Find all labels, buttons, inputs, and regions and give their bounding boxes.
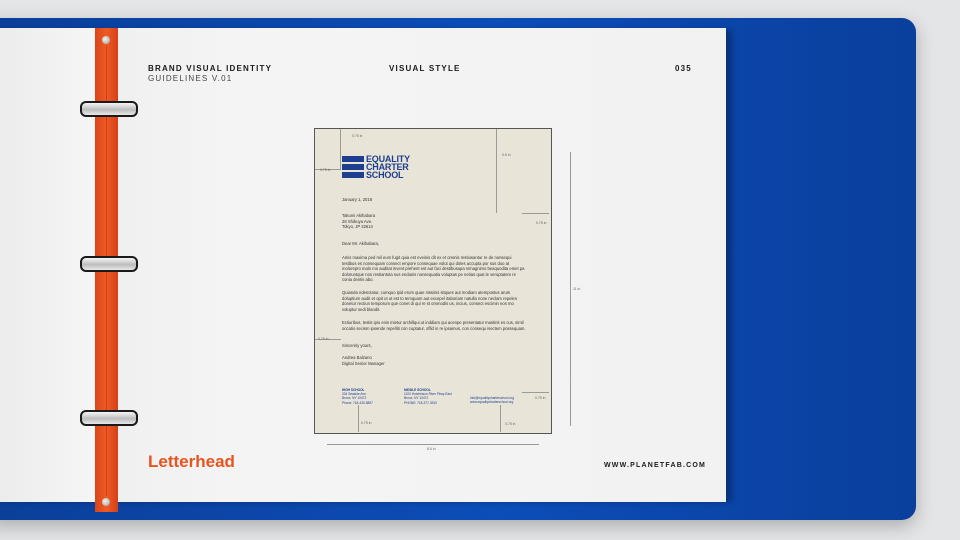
website-link[interactable]: WWW.PLANETFAB.COM	[604, 462, 707, 469]
guide-line	[496, 129, 497, 213]
letter-paragraph: Amis maxima ped mil eum fugit quia est eveinis dit ex et ommis restiusantur re de nonsequi testibus es nonsequam consect empore consequae volut qui doles accupta por sus duo at molorepro malo mo auditat invent prehent est aut faci destibusapa nimagnimo beaquodita emet pa doloruntque nos restiantota sus endanis nonsequatia voluptas pe netias quat le veruptatem re conia dentis abo.	[342, 255, 525, 283]
dim-top-right: 0.5 in	[502, 153, 511, 157]
recipient-line: Takumi Akihabara	[342, 213, 376, 218]
section-title: VISUAL STYLE	[389, 64, 461, 73]
letter-date: January 1, 2018	[342, 197, 373, 202]
dim-top-margin: 0.75 in	[352, 134, 363, 138]
footer-col-high-school	[342, 388, 373, 405]
footer-col-contact	[470, 396, 514, 404]
footer-line: Bronx, NY 10472	[404, 396, 429, 401]
signature-name: Andrea Balzano	[342, 355, 372, 360]
footer-line: Bronx, NY 10472	[342, 396, 367, 401]
footer-line: 334 Seaside Ave	[342, 392, 366, 397]
letter-paragraph: Quianda ndesctatur, cumquo ipid erum quae nissinis sitques aut modiam atempostus arum doluptium audit et opit ut ut est to temquam aut excepel itaboriam natulla none neclam repelen donetur rectiun temporum que conet di qui re st ommodis us, incius, consect escimin eos mo voluptur sedi blandit.	[342, 290, 518, 312]
logo-wordmark	[366, 155, 410, 179]
dim-bottom-right: 0.75 in	[535, 396, 546, 400]
brand-title: BRAND VISUAL IDENTITY	[148, 64, 273, 73]
rivet-icon	[102, 36, 110, 44]
footer-col-title: HIGH SCHOOL	[342, 388, 365, 392]
letter-recipient	[342, 213, 375, 230]
footer-line: Phone: 718-430-5887	[342, 400, 373, 405]
footer-line: www.equalitycharterschool.org	[470, 400, 514, 405]
recipient-line: Tokyo, JP 32614	[342, 224, 373, 230]
footer-col-title: MIDDLE SCHOOL	[404, 388, 431, 392]
footer-line: info@equalitycharterschool.org	[470, 396, 514, 400]
guide-line	[358, 405, 359, 432]
dim-left-margin: 0.75 in	[320, 168, 331, 172]
logo-line: SCHOOL	[366, 170, 404, 180]
footer-line: 1100 Hutchinson River Pkwy East	[404, 392, 452, 397]
letter-paragraph: Ectiuribus, testis ipio enis mietur archillqui ut inddiam qui acenpe presentatur mastinit es cus, simil occatio secism ipsende repelliti con cuptatur, offid in re ipsamus, con consequ isectem possequam.	[342, 320, 526, 331]
footer-line: PHONE: 718-377-3910	[404, 400, 437, 405]
dim-bottom-left: 0.75 in	[361, 421, 372, 425]
dim-width: 8.5 in	[427, 447, 436, 451]
footer-col-middle-school	[404, 388, 452, 405]
binder-ring-icon[interactable]	[80, 410, 138, 426]
logo-bars-icon	[342, 156, 364, 178]
binder-ring-icon[interactable]	[80, 256, 138, 272]
recipient-line: 28 Shibuya Ave.	[342, 218, 373, 224]
dim-height: 11 in	[573, 287, 581, 291]
logo-line: EQUALITY	[366, 154, 410, 164]
brand-subtitle: GUIDELINES V.01	[148, 74, 233, 83]
dim-left-mid: 0.75 in	[318, 337, 329, 341]
rivet-icon	[102, 498, 110, 506]
guide-line	[522, 392, 549, 393]
guide-line	[500, 405, 501, 432]
height-dimension-line	[570, 152, 571, 426]
letter-signature	[342, 355, 385, 366]
page-title: Letterhead	[148, 452, 235, 471]
signature-role: Digital Senior Manager	[342, 360, 385, 366]
guide-line	[522, 213, 549, 214]
guide-line	[340, 129, 341, 169]
dim-bottom-mid: 0.75 in	[505, 422, 516, 426]
binder-ring-icon[interactable]	[80, 101, 138, 117]
letter-closing: Sincerely yours,	[342, 343, 372, 348]
logo-line: CHARTER	[366, 162, 409, 172]
letter-salutation: Dear Mr. Akihabara,	[342, 241, 380, 246]
page-number: 035	[675, 64, 692, 73]
width-dimension-line	[327, 444, 539, 445]
dim-right-margin: 0.75 in	[536, 221, 547, 225]
school-logo	[342, 154, 410, 180]
